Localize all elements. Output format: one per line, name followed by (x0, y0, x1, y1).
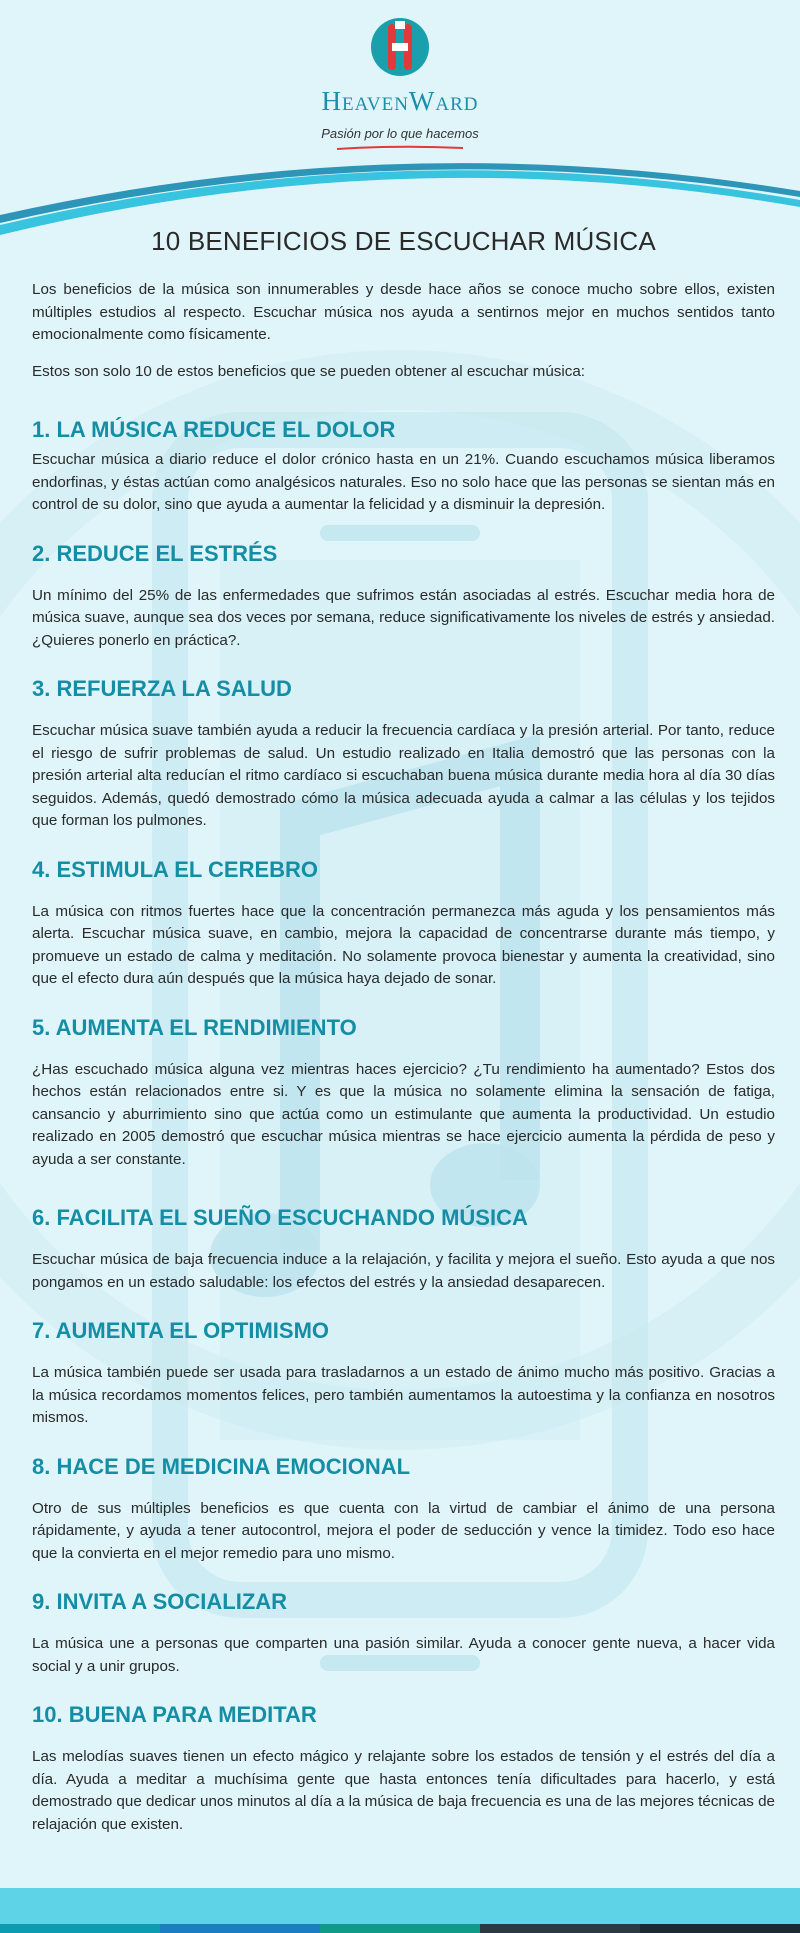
page-title: 10 BENEFICIOS DE ESCUCHAR MÚSICA (151, 226, 656, 256)
benefit-section-4 (32, 857, 775, 991)
section-heading: 1. LA MÚSICA REDUCE EL DOLOR (32, 417, 396, 442)
footer-color-block (320, 1924, 480, 1933)
section-text: Otro de sus múltiples beneficios es que cuenta con la virtud de cambiar el ánimo de una persona rápidamente, y ayuda a tener autocontrol, mejora el poder de seducción y vence la timidez. Todo eso hace que la convierta en el mejor remedio para uno mismo. (32, 1499, 775, 1562)
section-heading: 8. HACE DE MEDICINA EMOCIONAL (32, 1453, 411, 1479)
section-text: Un mínimo del 25% de las enfermedades que sufrimos están asociadas al estrés. Escuchar media hora de música suave, aunque sea dos veces por semana, reduce significativamente los niveles de estrés y ansiedad. ¿Quieres ponerlo en práctica?. (32, 586, 775, 649)
section-text: ¿Has escuchado música alguna vez mientras haces ejercicio? ¿Tu rendimiento ha aumentado? Estos dos hechos están relacionados entre si. Y es que la música no solamente elimina la sensación de fatiga, cansancio y aburrimiento sino que actúa como un estimulante que aumenta la productividad. Un estudio realizado en 2005 demostró que escuchar música mientras se hace ejercicio aumenta la pérdida de peso y ayuda a ser constante. (32, 1060, 775, 1168)
footer-band (0, 1888, 800, 1924)
section-heading: 5. AUMENTA EL RENDIMIENTO (32, 1014, 357, 1040)
article-intro (32, 279, 775, 383)
section-heading: 9. INVITA A SOCIALIZAR (32, 1589, 288, 1614)
brand-name: HeavenWard (321, 86, 479, 116)
benefit-section-7 (32, 1318, 775, 1430)
section-text: La música también puede ser usada para trasladarnos a un estado de ánimo mucho más positivo. Gracias a la música recordamos momentos felices, pero también aumentamos la autoestima y la confianza en nosotros mismos. (32, 1364, 775, 1426)
section-heading: 10. BUENA PARA MEDITAR (32, 1702, 317, 1727)
intro-paragraph: Los beneficios de la música son innumerables y desde hace años se conoce mucho sobre ellos, existen múltiples estudios al respecto. Escuchar música nos ayuda a sentirnos mejor en muchos sentidos tanto emocionalmente como físicamente. (32, 281, 775, 343)
benefit-section-2 (32, 541, 775, 653)
intro-paragraph: Estos son solo 10 de estos beneficios que se pueden obtener al escuchar música: (32, 362, 586, 380)
section-heading: 7. AUMENTA EL OPTIMISMO (32, 1318, 330, 1343)
footer-bar (0, 1888, 800, 1933)
section-text: Escuchar música suave también ayuda a reducir la frecuencia cardíaca y la presión arterial. Por tanto, reduce el riesgo de sufrir problemas de salud. Un estudio realizado en Italia demostró que las personas con la presión arterial alta reducían el ritmo cardíaco si escuchaban buena música durante media hora al día 30 días seguidos. Además, quedó demostrado cómo la música adecuada ayuda a calmar a las células y los tejidos que forman los pulmones. (32, 722, 775, 829)
benefit-section-10 (32, 1702, 775, 1836)
benefit-section-1 (32, 417, 775, 517)
footer-color-block (640, 1924, 800, 1933)
brand-tagline: Pasión por lo que hacemos (321, 126, 479, 141)
section-text: La música une a personas que comparten una pasión similar. Ayuda a conocer gente nueva, a hacer vida social y a unir grupos. (32, 1635, 775, 1675)
benefit-section-5 (32, 1015, 775, 1172)
section-heading: 3. REFUERZA LA SALUD (32, 676, 292, 701)
section-text: Las melodías suaves tienen un efecto mágico y relajante sobre los estados de tensión y el estrés del día a día. Ayuda a meditar a muchísima gente que hasta entonces tenía dificultades para hacerlo, y está demostrado que dedicar unos minutos al día a la música de baja frecuencia es una de las mejores técnicas de relajación que existen. (32, 1748, 775, 1833)
section-heading: 4. ESTIMULA EL CEREBRO (32, 856, 319, 882)
benefit-section-6 (32, 1205, 775, 1294)
section-heading: 6. FACILITA EL SUEÑO ESCUCHANDO MÚSICA (32, 1205, 528, 1230)
header (0, 0, 800, 240)
footer-color-block (0, 1924, 160, 1933)
section-text: La música con ritmos fuertes hace que la concentración permanezca más aguda y los pensamientos más alerta. Escuchar música suave, en cambio, mejora la capacidad de concentrarse durante más tiempo, y promueve un estado de calma y meditación. No solamente provoca bienestar y aumenta la creatividad, sino que el efecto dura aún después que la música haya dejado de sonar. (32, 902, 775, 987)
footer-color-block (160, 1924, 320, 1933)
footer-color-strip (0, 1924, 800, 1933)
section-heading: 2. REDUCE EL ESTRÉS (32, 540, 278, 566)
tagline-underline (335, 145, 465, 151)
footer-color-block (480, 1924, 640, 1933)
section-text: Escuchar música a diario reduce el dolor crónico hasta en un 21%. Cuando escuchamos música liberamos endorfinas, y éstas actúan como analgésicos naturales. Eso no solo hace que las personas se sientan más en control de su dolor, sino que ayuda a aumentar la felicidad y a disminuir la depresión. (32, 451, 775, 513)
heavenward-logo-icon (371, 18, 429, 76)
benefit-section-3 (32, 676, 775, 833)
benefit-section-9 (32, 1589, 775, 1678)
section-text: Escuchar música de baja frecuencia induce a la relajación, y facilita y mejora el sueño. Esto ayuda a que nos pongamos en un estado saludable: los efectos del estrés y la ansiedad desaparecen. (32, 1251, 775, 1291)
benefit-section-8 (32, 1454, 775, 1566)
article (32, 226, 775, 1836)
